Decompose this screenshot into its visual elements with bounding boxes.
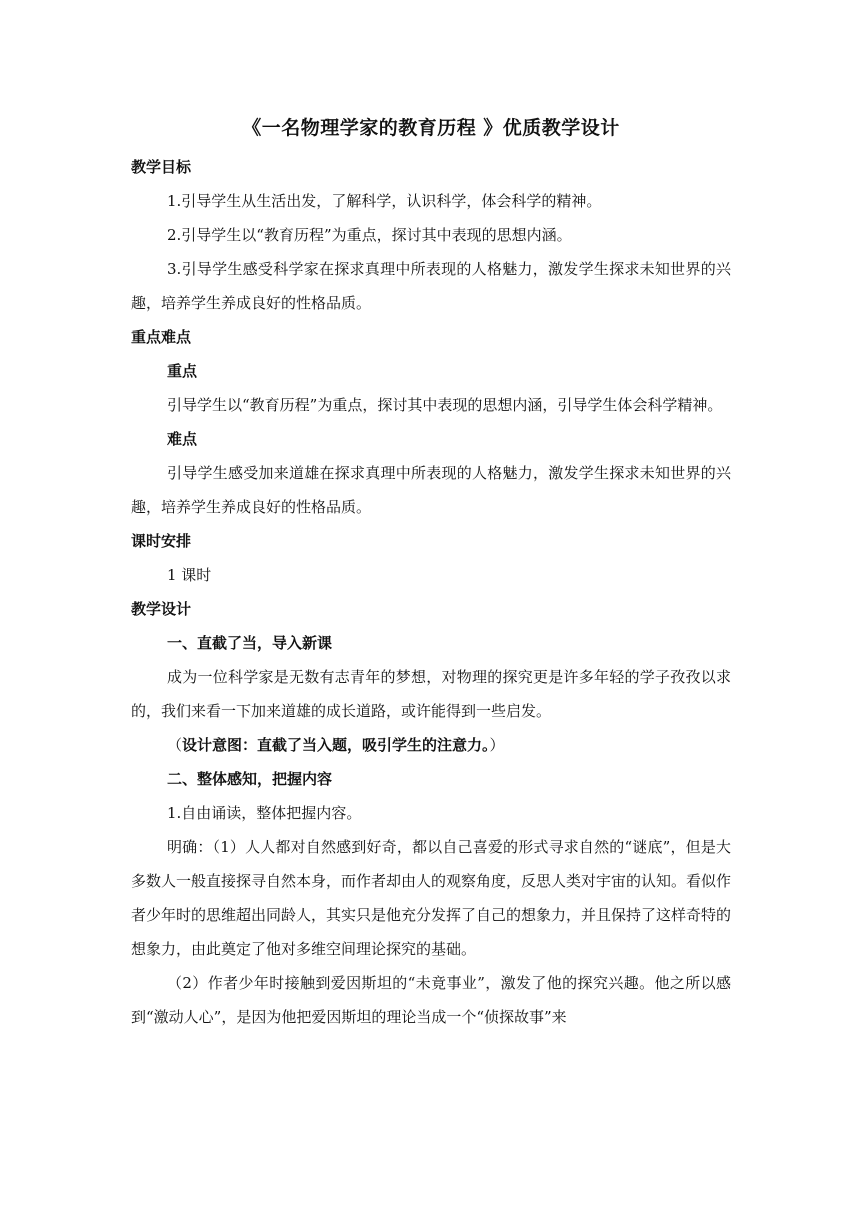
document-page [131,112,731,1034]
intent-open-paren: （ [167,736,183,754]
section-heading-key-points: 重点难点 [131,328,192,346]
subheading-difficulty: 难点 [167,430,198,448]
step1-intent: 设计意图：直截了当入题，吸引学生的注意力。 [182,736,490,754]
goal-item-2: 2.引导学生以“教育历程”为重点，探讨其中表现的思想内涵。 [167,226,572,244]
step1-heading: 一、直截了当，导入新课 [167,634,333,652]
step2-item: 1.自由诵读，整体把握内容。 [167,804,362,822]
step2-clarify: 明确：（1）人人都对自然感到好奇，都以自己喜爱的形式寻求自然的“谜底”，但是大多数人一般直接探寻自然本身，而作者却由人的观察角度，反思人类对宇宙的认知。看似作者少年时的思维超出同龄人，其实只是他充分发挥了自己的想象力，并且保持了这样奇特的想象力，由此奠定了他对多维空间理论探究的基础。 [131,838,732,958]
document-title: 《一名物理学家的教育历程 》优质教学设计 [242,117,620,139]
section-heading-schedule: 课时安排 [131,532,192,550]
subheading-key: 重点 [167,362,198,380]
difficulty-text: 引导学生感受加来道雄在探求真理中所表现的人格魅力，激发学生探求未知世界的兴趣，培养学生养成良好的性格品质。 [131,464,731,516]
step1-intent-line [131,728,731,762]
step1-text: 成为一位科学家是无数有志青年的梦想，对物理的探究更是许多年轻的学子孜孜以求的，我们来看一下加来道雄的成长道路，或许能得到一些启发。 [131,668,731,720]
step2-heading: 二、整体感知，把握内容 [167,770,333,788]
key-point-text: 引导学生以“教育历程”为重点，探讨其中表现的思想内涵，引导学生体会科学精神。 [167,396,723,414]
goal-item-1: 1.引导学生从生活出发，了解科学，认识科学，体会科学的精神。 [167,192,602,210]
step2-point-2: （2）作者少年时接触到爱因斯坦的“未竟事业”，激发了他的探究兴趣。他之所以感到“激动人心”，是因为他把爱因斯坦的理论当成一个“侦探故事”来 [131,974,731,1026]
section-heading-goals: 教学目标 [131,158,192,176]
schedule-text: 1 课时 [167,566,212,584]
section-heading-design: 教学设计 [131,600,192,618]
goal-item-3: 3.引导学生感受科学家在探求真理中所表现的人格魅力，激发学生探求未知世界的兴趣，培养学生养成良好的性格品质。 [131,260,731,312]
intent-close-paren: ） [489,736,505,754]
